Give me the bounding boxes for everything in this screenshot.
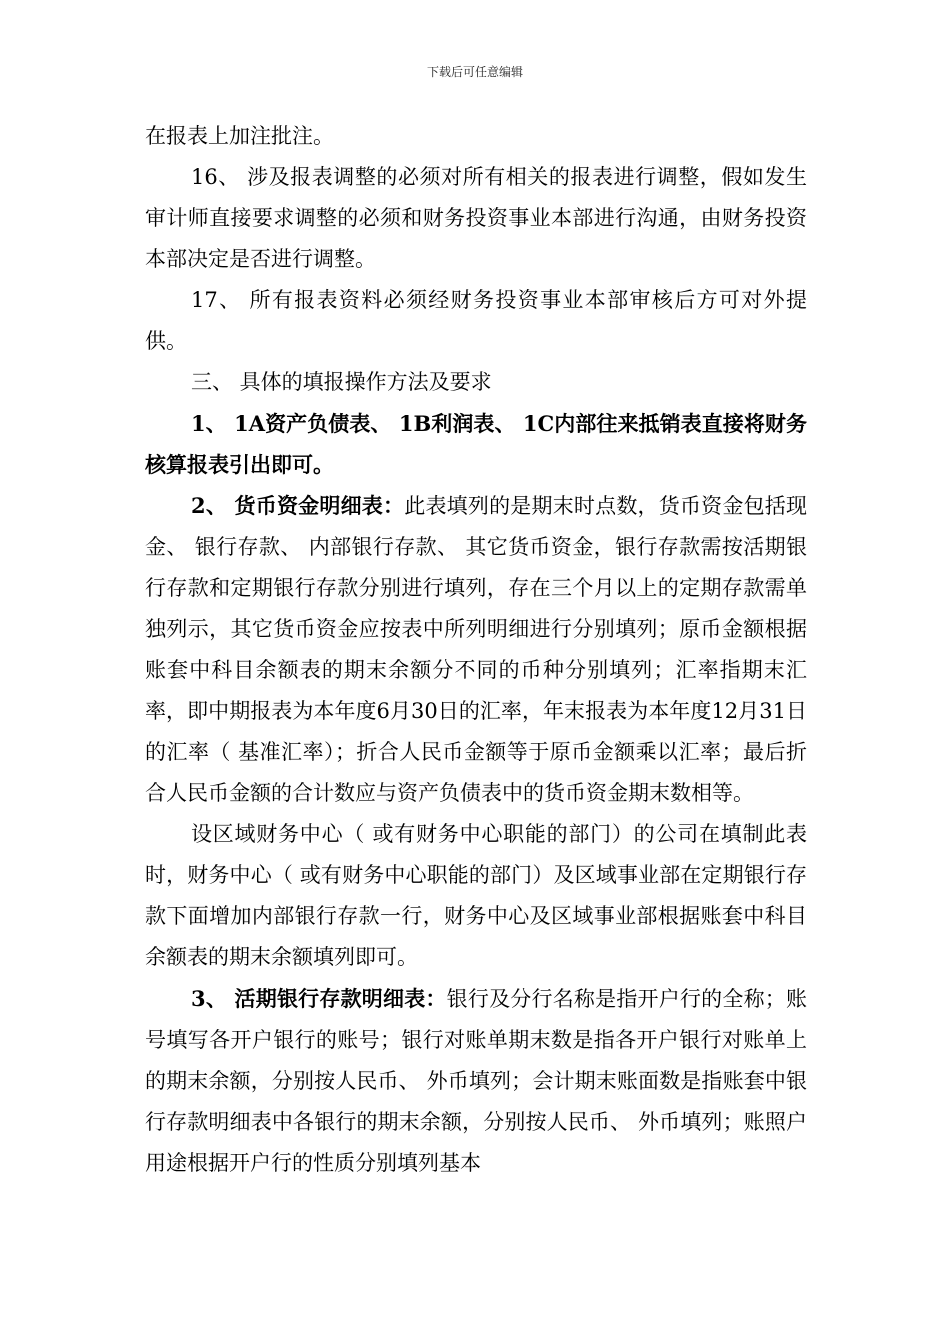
paragraph-continuation: 在报表上加注批注。 bbox=[145, 124, 334, 148]
item-2-text: 此表填列的是期末时点数，货币资金包括现金、 银行存款、 内部银行存款、 其它货币资金，银行存款需按活期银行存款和定期银行存款分别进行填列，存在三个月以上的定期存款需单独列示，其它货币资金应按表中所列明细进行分别填列；原币金额根据账套中科目余额表的期末余额分不同的币种分别填列；汇率指期末汇率，即中期报表为本年度6月30日的汇率，年末报表为本年度12月31日的汇率（ 基准汇率）；折合人民币金额等于原币金额乘以汇率；最后折合人民币金额的合计数应与资产负债表中的货币资金期末数相等。 bbox=[145, 494, 807, 805]
paragraph-item-2 bbox=[145, 485, 807, 814]
item-3-text: 银行及分行名称是指开户行的全称；账号填写各开户银行的账号；银行对账单期末数是指各开户银行对账单上的期末余额，分别按人民币、 外币填列；会计期末账面数是指账套中银行存款明细表中各银行的期末余额，分别按人民币、 外币填列；账照户用途根据开户行的性质分别填列基本 bbox=[145, 987, 808, 1175]
section-heading-3: 三、 具体的填报操作方法及要求 bbox=[191, 370, 492, 394]
item-3-label: 3、 活期银行存款明细表： bbox=[191, 986, 447, 1011]
document-body bbox=[145, 116, 807, 1184]
paragraph-item-3 bbox=[145, 978, 807, 1184]
item-2-label: 2、 货币资金明细表： bbox=[191, 493, 405, 518]
paragraph-regional-center: 设区域财务中心（ 或有财务中心职能的部门）的公司在填制此表时，财务中心（ 或有财务中心职能的部门）及区域事业部在定期银行存款下面增加内部银行存款一行，财务中心及区域事业部根据账套中科目余额表的期末余额填列即可。 bbox=[145, 822, 807, 969]
page-header: 下载后可任意编辑 bbox=[426, 65, 523, 79]
paragraph-item-16: 16、 涉及报表调整的必须对所有相关的报表进行调整，假如发生审计师直接要求调整的必须和财务投资事业本部进行沟通，由财务投资本部决定是否进行调整。 bbox=[145, 165, 807, 271]
paragraph-item-1: 1、 1A资产负债表、 1B利润表、 1C内部往来抵销表直接将财务核算报表引出即可。 bbox=[145, 411, 807, 477]
paragraph-item-17: 17、 所有报表资料必须经财务投资事业本部审核后方可对外提供。 bbox=[145, 288, 807, 353]
